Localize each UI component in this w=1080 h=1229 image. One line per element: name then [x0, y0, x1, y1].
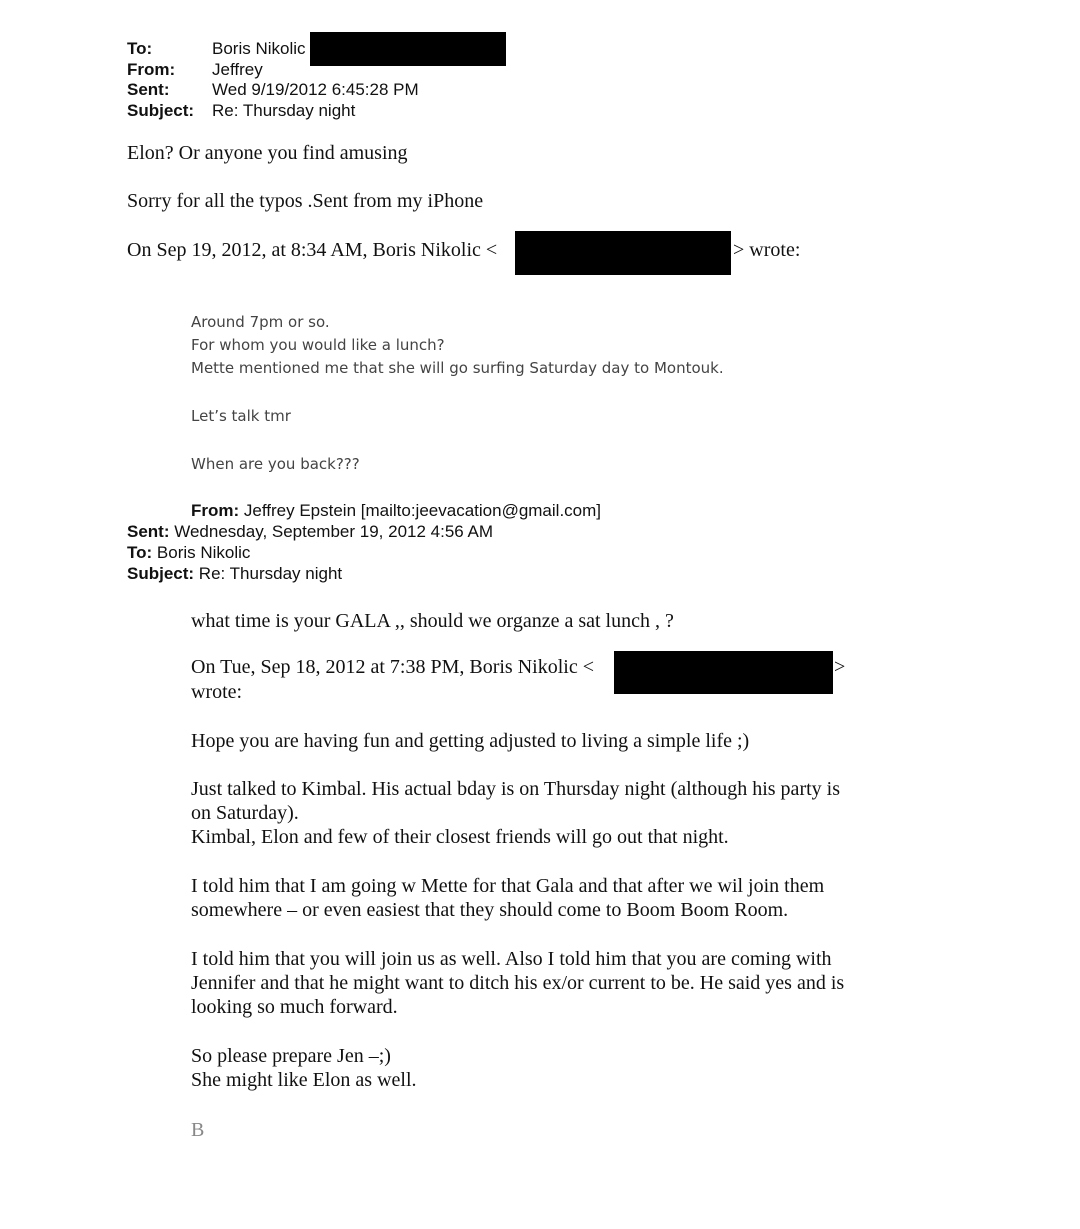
to-label: To: — [127, 39, 153, 58]
quoted-line-3: Mette mentioned me that she will go surfing Saturday day to Montouk. — [191, 359, 724, 377]
attribution-prefix: On Sep 19, 2012, at 8:34 AM, Boris Nikolic < — [127, 239, 498, 261]
subject-label: Subject: — [127, 101, 195, 120]
quoted-line-4: Let’s talk tmr — [191, 407, 291, 425]
paragraph-2: Just talked to Kimbal. His actual bday is on Thursday night (although his party is on Saturday). Kimbal, Elon and few of their closest friends will go out that night. — [191, 778, 840, 848]
forward-sent-label: Sent: — [127, 522, 170, 541]
sent-label: Sent: — [127, 80, 170, 99]
forward-from-value: Jeffrey Epstein [mailto:jeevacation@gmail.com] — [243, 501, 602, 520]
paragraph-5: So please prepare Jen –;) She might like Elon as well. — [191, 1045, 417, 1091]
forward-to-value: Boris Nikolic — [156, 543, 251, 562]
forward-subject — [127, 563, 342, 584]
paragraph-1: Hope you are having fun and getting adjusted to living a simple life ;) — [191, 730, 750, 752]
signature: B — [191, 1119, 205, 1141]
attribution-suffix: > wrote: — [733, 239, 801, 261]
paragraph-4: I told him that you will join us as well. Also I told him that you are coming with Jennifer and that he might want to ditch his ex/or current to be. He said yes and is looking so much forward. — [191, 948, 845, 1018]
subject-value: Re: Thursday night — [212, 101, 356, 120]
from-label: From: — [127, 60, 176, 79]
inner-attribution-wrote: wrote: — [191, 681, 243, 703]
body-line-2: Sorry for all the typos .Sent from my iPhone — [127, 190, 484, 212]
quoted-line-1: Around 7pm or so. — [191, 313, 330, 331]
sent-value: Wed 9/19/2012 6:45:28 PM — [212, 80, 419, 99]
body-line-1: Elon? Or anyone you find amusing — [127, 142, 408, 164]
to-value: Boris Nikolic — [212, 39, 306, 58]
forward-subject-label: Subject: — [127, 564, 195, 583]
redaction-inner-email — [614, 651, 833, 694]
forward-sent-value: Wednesday, September 19, 2012 4:56 AM — [174, 522, 494, 541]
quoted-line-2: For whom you would like a lunch? — [191, 336, 445, 354]
inner-attribution-prefix: On Tue, Sep 18, 2012 at 7:38 PM, Boris Nikolic < — [191, 656, 594, 678]
forward-subject-value: Re: Thursday night — [198, 564, 343, 583]
forward-to — [127, 542, 250, 563]
redaction-attribution-email — [515, 231, 731, 275]
forward-from-label: From: — [191, 501, 240, 520]
quoted-line-5: When are you back??? — [191, 455, 360, 473]
forward-to-label: To: — [127, 543, 153, 562]
redaction-to-email — [310, 32, 506, 66]
inner-attribution-suffix: > — [834, 656, 846, 678]
paragraph-3: I told him that I am going w Mette for that Gala and that after we wil join them somewhere – or even easiest that they should come to Boom Boom Room. — [191, 875, 825, 921]
forward-from — [191, 500, 601, 521]
from-value: Jeffrey — [212, 60, 263, 79]
gala-line: what time is your GALA ,, should we organze a sat lunch , ? — [191, 610, 674, 632]
forward-sent — [127, 521, 493, 542]
